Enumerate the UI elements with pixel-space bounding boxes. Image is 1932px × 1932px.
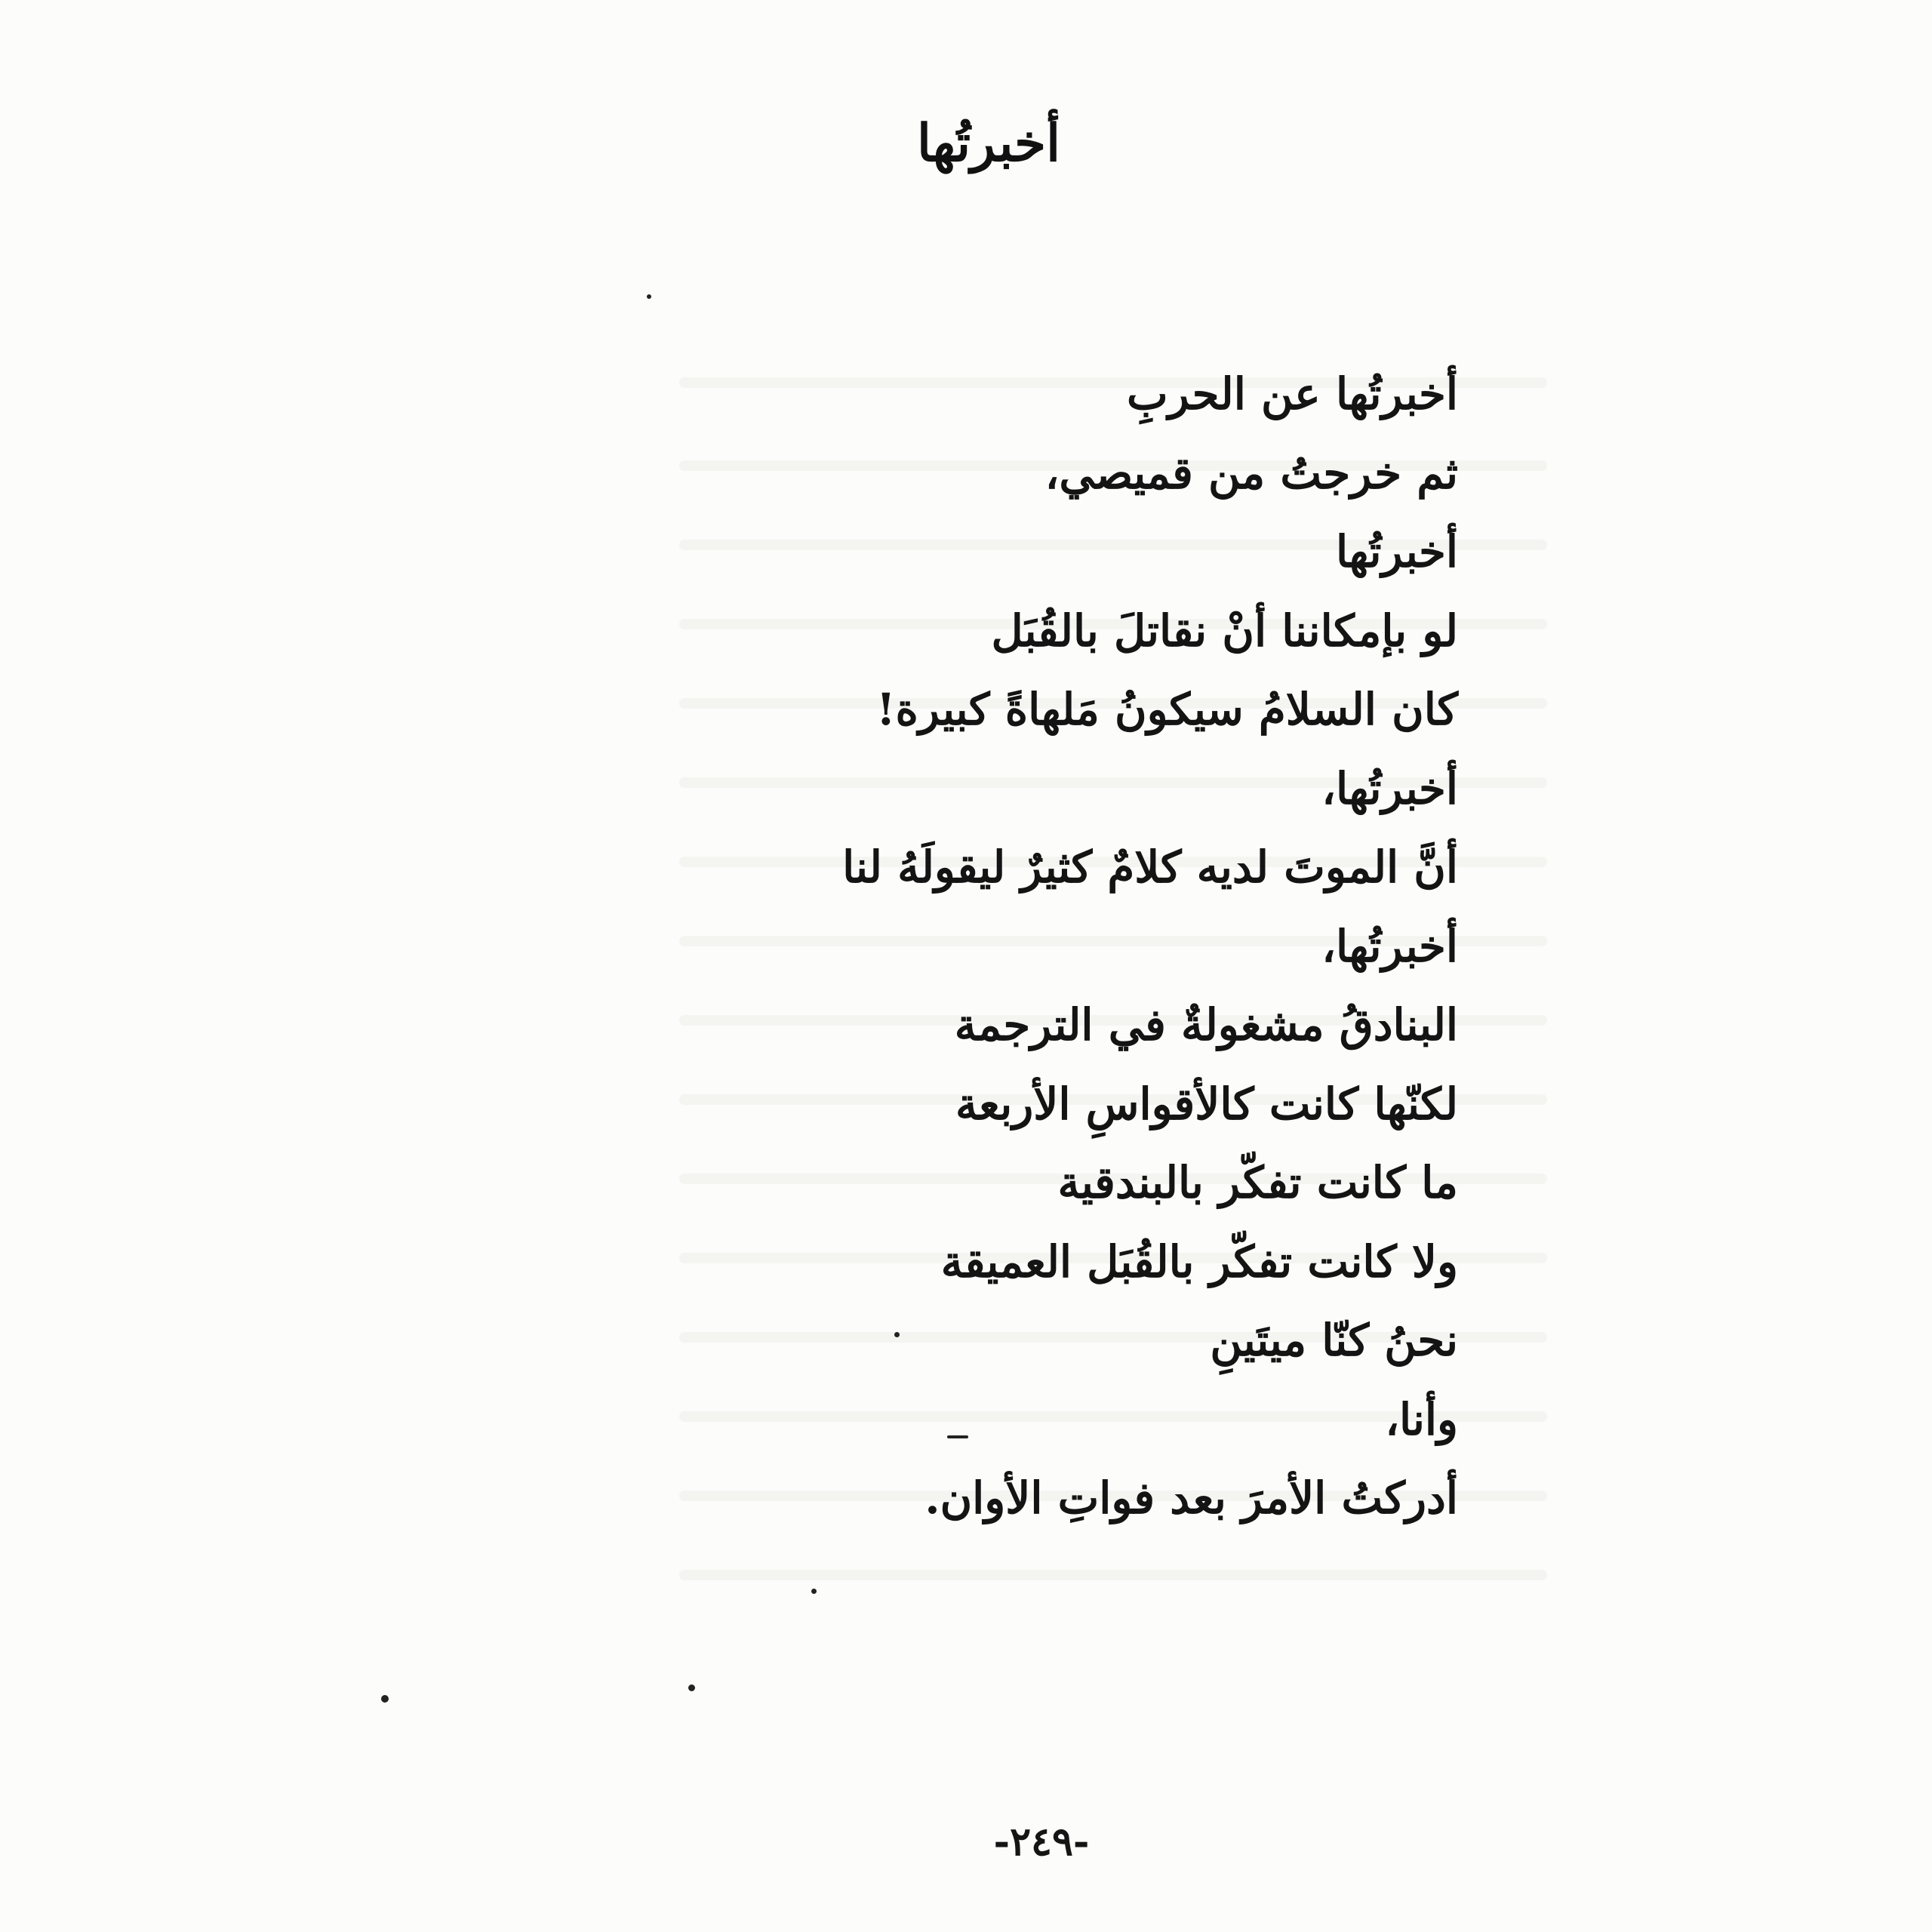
ink-speck (381, 1695, 389, 1703)
ink-speck (811, 1589, 817, 1594)
poem-line: أخبرتُها، (1321, 762, 1458, 814)
poem-line: أدركتُ الأمرَ بعد فواتِ الأوان. (924, 1472, 1458, 1524)
poem-line: نحنُ كنّا ميتَينِ (1210, 1315, 1458, 1366)
poem-line: لو بإمكاننا أنْ نقاتلَ بالقُبَل (991, 605, 1458, 657)
poem-line: أخبرتُها عن الحربِ (1127, 368, 1458, 420)
poem-body (703, 355, 1458, 1538)
poem-line: ما كانت تفكّر بالبندقية (1057, 1157, 1458, 1208)
poem-line: ثم خرجتُ من قميصي، (1044, 447, 1458, 499)
bleed-through-line (679, 1570, 1547, 1580)
poem-line: أخبرتُها، (1321, 920, 1458, 972)
poem-line: البنادقُ مشغولةٌ في الترجمة (954, 999, 1458, 1051)
poem-line: أخبرتُها (1335, 526, 1458, 577)
poem-line: وأنا، (1385, 1393, 1458, 1445)
poem-line: أنَّ الموتَ لديه كلامٌ كثيرٌ ليقولَهُ لنا (842, 841, 1458, 893)
ink-speck (647, 294, 651, 299)
poem-line: كان السلامُ سيكونُ مَلهاةً كبيرة! (876, 684, 1458, 735)
ink-speck (688, 1684, 695, 1691)
poem-title: أخبرتُها (917, 113, 1060, 174)
poem-line: لكنّها كانت كالأقواسِ الأربعة (955, 1078, 1458, 1130)
ink-speck (947, 1435, 968, 1438)
ink-speck (894, 1332, 900, 1337)
poem-line: ولا كانت تفكّر بالقُبَل العميقة (940, 1235, 1458, 1287)
page-number: -٢٤٩- (993, 1819, 1090, 1865)
